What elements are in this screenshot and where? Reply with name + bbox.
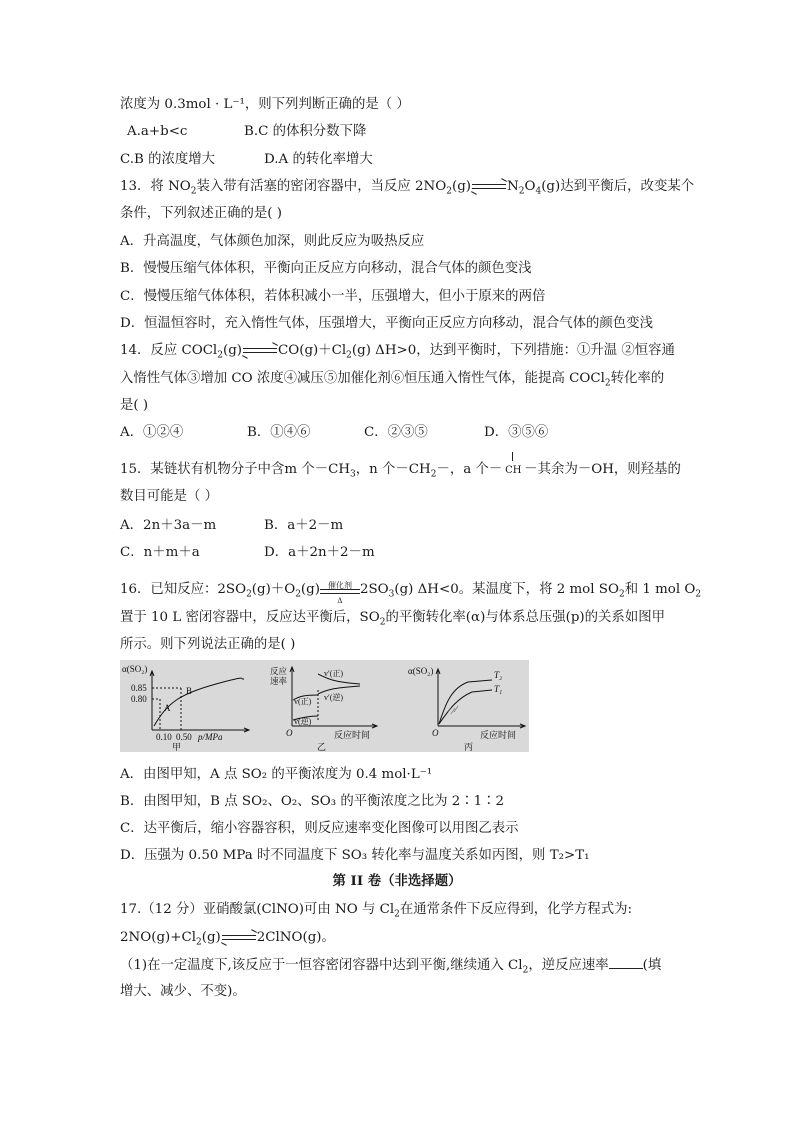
q14-option-d: D．③⑤⑥ — [484, 425, 549, 440]
methine-group-icon: CH — [502, 461, 524, 480]
q16-stem-line1: 16．已知反应：$2SO_2(g)+O_2(g)$ 催化剂 Δ $2SO_3(g)$ ΔH<0。某温度下，将 2 mol $SO_2$和 1 mol $O_2$ — [120, 580, 702, 605]
q15-stem-line1: 15．某链状有机物分子中含m 个$-CH_3$，n 个$-CH_2-$，a 个－ CH －其余为－OH，则羟基的 — [120, 461, 681, 480]
jia-point-b: B — [186, 686, 193, 696]
equilibrium-arrow-icon — [243, 346, 277, 356]
jia-caption: 甲 — [172, 742, 182, 752]
q14-option-c: C．②③⑤ — [364, 425, 428, 440]
q13-option-d: D．恒温恒容时，充入惰性气体，压强增大，平衡向正反应方向移动，混合气体的颜色变浅 — [120, 316, 653, 331]
yi-xlabel: 反应时间 — [334, 730, 371, 740]
q14-stem-line1: 14．反应 COCl$_2$(g) $CO(g)+Cl_2(g)$ ΔH>0，达到平衡时，下列措施：①升温 ②恒容通 — [120, 343, 675, 361]
q15-option-d: D．a＋2n＋2－m — [264, 545, 375, 560]
q16-stem-line2: 置于 10 L 密闭容器中，反应达平衡后，$SO_2$的平衡转化率(α)与体系总压强(p)的关系如图甲 — [120, 610, 665, 628]
bing-origin: O — [432, 728, 439, 738]
q13-stem-line1: 13．将 $NO_2$装入带有活塞的密闭容器中，当反应 $2NO_2(g)$ $N_2O_4(g)$达到平衡后，改变某个 — [120, 179, 695, 197]
q16-figure-panel — [120, 660, 529, 752]
q12-stem-tail: 浓度为 0.3mol · L⁻¹，则下列判断正确的是（ ） — [120, 97, 410, 112]
q13-stem-line2: 条件，下列叙述正确的是( ) — [120, 206, 283, 221]
q16-figures-svg — [120, 660, 529, 752]
jia-ylabel: α(SO₂) — [122, 664, 148, 674]
equilibrium-arrow-icon — [222, 933, 256, 943]
bing-ylabel: α(SO₂) — [408, 666, 434, 676]
yi-vprime-forward: v′(正) — [324, 669, 344, 678]
figure-bing — [408, 666, 525, 752]
q17-equation: $2NO(g)+Cl_2(g)$ 2ClNO(g)。 — [120, 930, 335, 948]
yi-caption: 乙 — [317, 742, 327, 752]
jia-point-a: A — [164, 703, 171, 713]
q13-option-c: C．慢慢压缩气体体积，若体积减小一半，压强增大，但小于原来的两倍 — [120, 289, 546, 304]
q17-part1-line2: 增大、减少、不变)。 — [120, 984, 246, 999]
yi-v-reverse: v(逆) — [294, 717, 312, 726]
jia-ytick-080: 0.80 — [131, 694, 147, 704]
bing-xlabel: 反应时间 — [480, 730, 517, 740]
answer-blank[interactable] — [609, 956, 643, 969]
q12-option-d: D.A 的转化率增大 — [264, 152, 373, 167]
q15-option-c: C．n＋m＋a — [120, 545, 200, 560]
q14-option-a: A．①②④ — [120, 425, 184, 440]
jia-xlabel: p/MPa — [198, 732, 223, 742]
q16-option-c: C．达平衡后，缩小容器容积，则反应速率变化图像可以用图乙表示 — [120, 821, 519, 836]
figure-yi — [270, 666, 377, 752]
bing-caption: 丙 — [464, 742, 474, 752]
q17-stem-line1: 17.（12 分）亚硝酸氯(ClNO)可由 NO 与 $Cl_2$在通常条件下反应得到，化学方程式为: — [120, 902, 633, 920]
jia-ytick-085: 0.85 — [131, 683, 147, 693]
jia-xtick-050: 0.50 — [176, 732, 192, 742]
bing-t1-label: T₁ — [494, 684, 503, 694]
q13-option-a: A．升高温度，气体颜色加深，则此反应为吸热反应 — [120, 234, 425, 249]
q12-option-c: C.B 的浓度增大 — [120, 152, 216, 167]
section-heading: 第 II 卷（非选择题） — [332, 873, 462, 889]
q16-stem-line3: 所示。则下列说法正确的是( ) — [120, 637, 296, 652]
q15-option-b: B．a＋2－m — [264, 518, 344, 533]
q15-option-a: A．2n＋3a－m — [120, 518, 217, 533]
yi-vprime-reverse: v′(逆) — [324, 693, 344, 702]
catalyst-arrow-icon: 催化剂 Δ — [320, 583, 360, 597]
q17-part1-line1: （1)在一定温度下,该反应于一恒容密闭容器中达到平衡,继续通入 $Cl_2$，逆反应速率 (填 — [120, 958, 662, 976]
yi-origin: O — [286, 728, 293, 738]
bing-t2-label: T₂ — [494, 670, 503, 680]
jia-xtick-010: 0.10 — [156, 732, 172, 742]
q12-option-a: A.a+b<c — [127, 124, 188, 139]
equilibrium-arrow-icon — [472, 182, 506, 192]
q15-stem-line2: 数目可能是（ ） — [120, 489, 218, 504]
yi-ylabel-1: 反应 — [270, 666, 288, 676]
q16-option-b: B．由图甲知，B 点 SO₂、O₂、SO₃ 的平衡浓度之比为 2∶1∶2 — [120, 794, 505, 809]
figure-jia — [122, 664, 249, 752]
yi-ylabel-2: 速率 — [270, 676, 288, 686]
q14-stem-line2: 入惰性气体③增加 CO 浓度④减压⑤加催化剂⑥恒压通入惰性气体，能提高 COCl$_2$转化率的 — [120, 371, 665, 389]
q16-option-a: A．由图甲知，A 点 SO₂ 的平衡浓度为 0.4 mol·L⁻¹ — [120, 767, 433, 782]
q14-option-b: B．①④⑥ — [247, 425, 311, 440]
q14-stem-line3: 是( ) — [120, 398, 149, 413]
q16-option-d: D．压强为 0.50 MPa 时不同温度下 SO₃ 转化率与温度关系如丙图，则 T₂>T₁ — [120, 848, 590, 863]
yi-v-forward: v(正) — [294, 697, 312, 706]
q12-option-b: B.C 的体积分数下降 — [244, 124, 367, 139]
q13-option-b: B．慢慢压缩气体体积，平衡向正反应方向移动，混合气体的颜色变浅 — [120, 261, 532, 276]
